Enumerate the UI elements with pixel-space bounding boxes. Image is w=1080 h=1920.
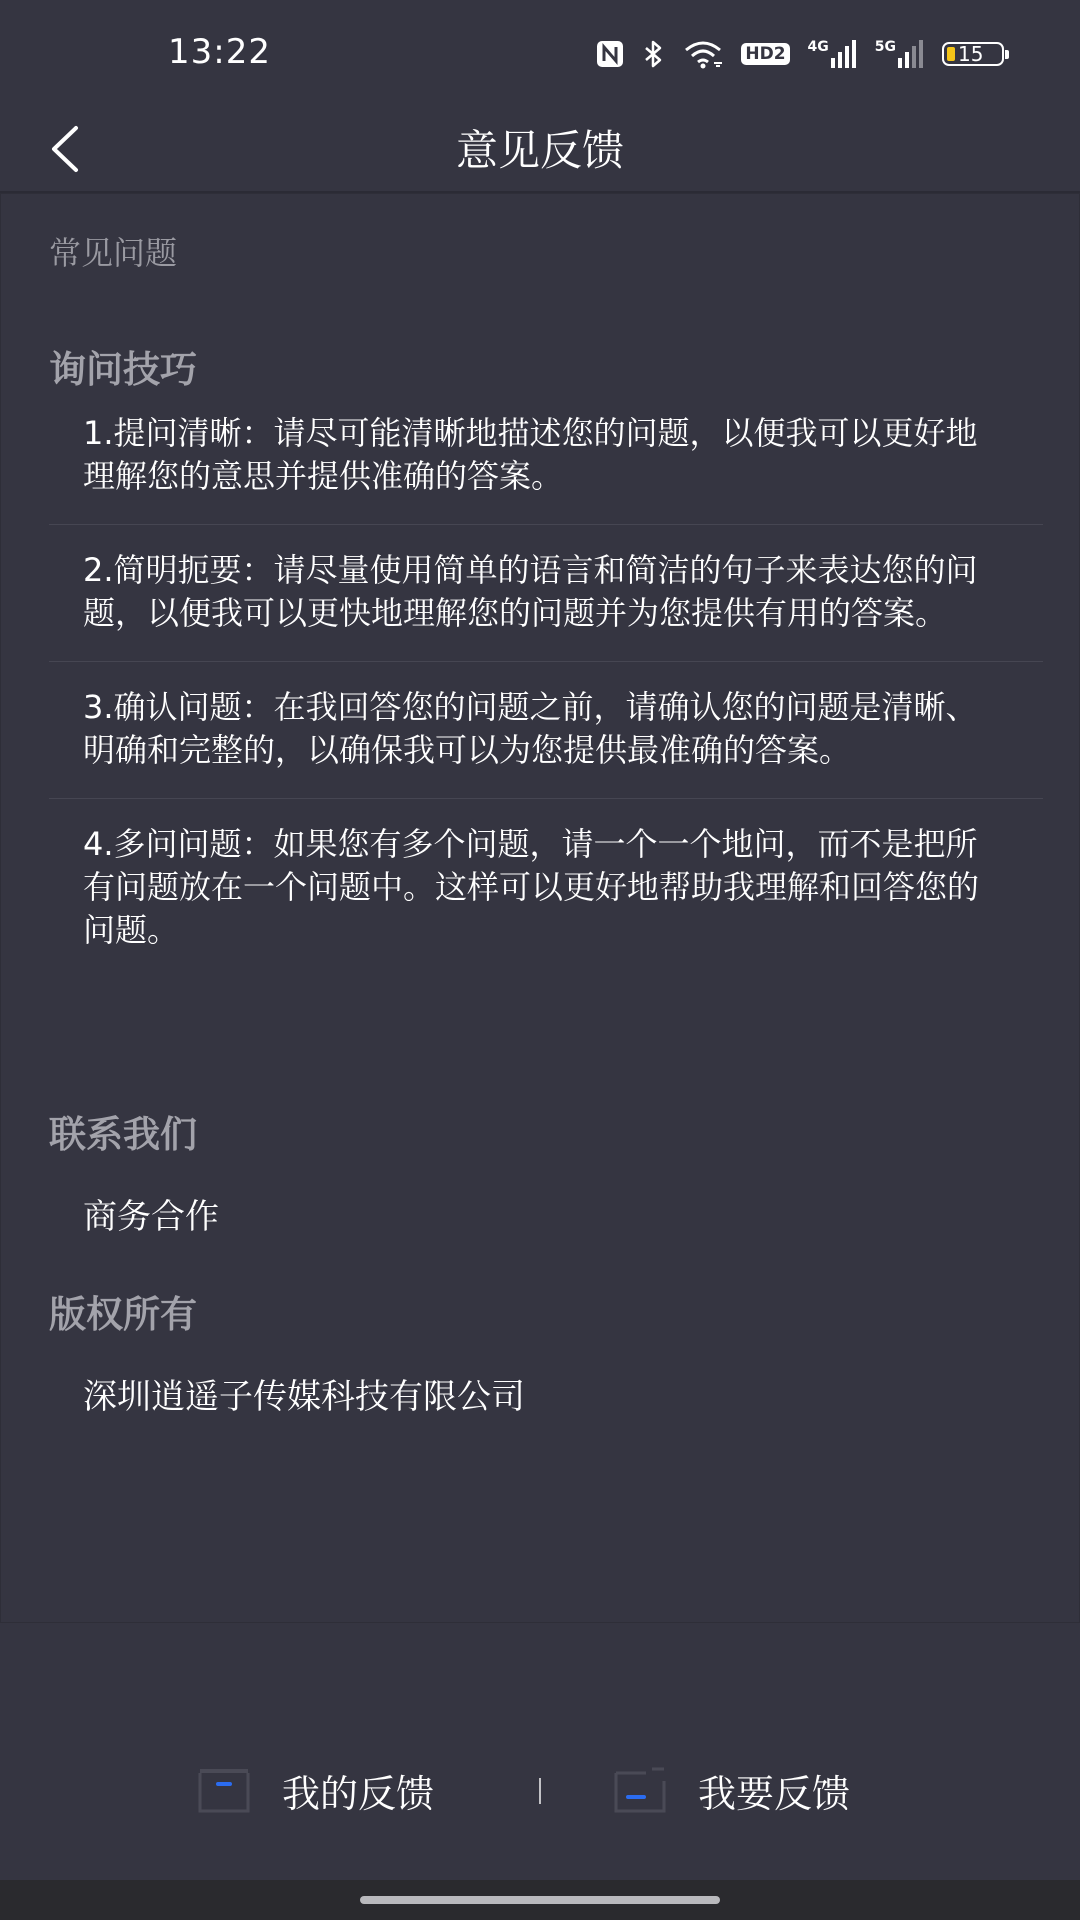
- signal-5g-icon: 5G: [875, 40, 924, 68]
- status-time: 13:22: [168, 32, 271, 72]
- tip-item-4: 4.多问问题：如果您有多个问题，请一个一个地问，而不是把所有问题放在一个问题中。这样可以更好地帮助我理解和回答您的问题。: [83, 825, 980, 949]
- battery-icon: [942, 42, 1004, 66]
- nav-bar: [0, 110, 1080, 192]
- battery-level: 15: [958, 42, 984, 66]
- home-indicator[interactable]: [360, 1896, 720, 1904]
- battery-fill: [947, 47, 955, 61]
- tip-item-2: 2.简明扼要：请尽量使用简单的语言和简洁的句子来表达您的问题，以便我可以更快地理解您的问题并为您提供有用的答案。: [83, 551, 978, 632]
- page-title: 意见反馈: [455, 126, 624, 175]
- tip-item-1: 1.提问清晰：请尽可能清晰地描述您的问题，以便我可以更好地理解您的意思并提供准确的答案。: [83, 414, 978, 495]
- tips-heading: 询问技巧: [49, 348, 197, 391]
- status-bar: [0, 0, 1080, 110]
- business-cooperation-link[interactable]: 商务合作: [83, 1197, 219, 1237]
- button-separator: [539, 1778, 541, 1804]
- contact-heading: 联系我们: [49, 1113, 197, 1156]
- my-feedback-label: 我的反馈: [282, 1771, 435, 1816]
- feedback-list-icon: [196, 1765, 252, 1815]
- gesture-bar: [0, 1880, 1080, 1920]
- feedback-edit-icon: [612, 1765, 668, 1815]
- faq-content: [0, 193, 1080, 1623]
- bluetooth-icon: [643, 39, 665, 69]
- faq-title: 常见问题: [49, 234, 178, 272]
- submit-feedback-label: 我要反馈: [698, 1771, 851, 1816]
- status-icons: [595, 36, 1004, 72]
- nfc-icon: [595, 39, 625, 69]
- copyright-heading: 版权所有: [49, 1293, 197, 1336]
- signal-4g-icon: 4G: [808, 40, 857, 68]
- my-feedback-button[interactable]: [196, 1740, 434, 1840]
- hd-icon: HD2: [741, 43, 789, 65]
- tips-list: [49, 404, 1043, 978]
- submit-feedback-button[interactable]: [612, 1740, 850, 1840]
- bottom-action-bar: [0, 1740, 1080, 1840]
- wifi-icon: [683, 39, 723, 69]
- tip-item-3: 3.确认问题：在我回答您的问题之前，请确认您的问题是清晰、明确和完整的，以确保我可以为您提供最准确的答案。: [83, 688, 978, 769]
- company-name: 深圳逍遥子传媒科技有限公司: [83, 1377, 525, 1417]
